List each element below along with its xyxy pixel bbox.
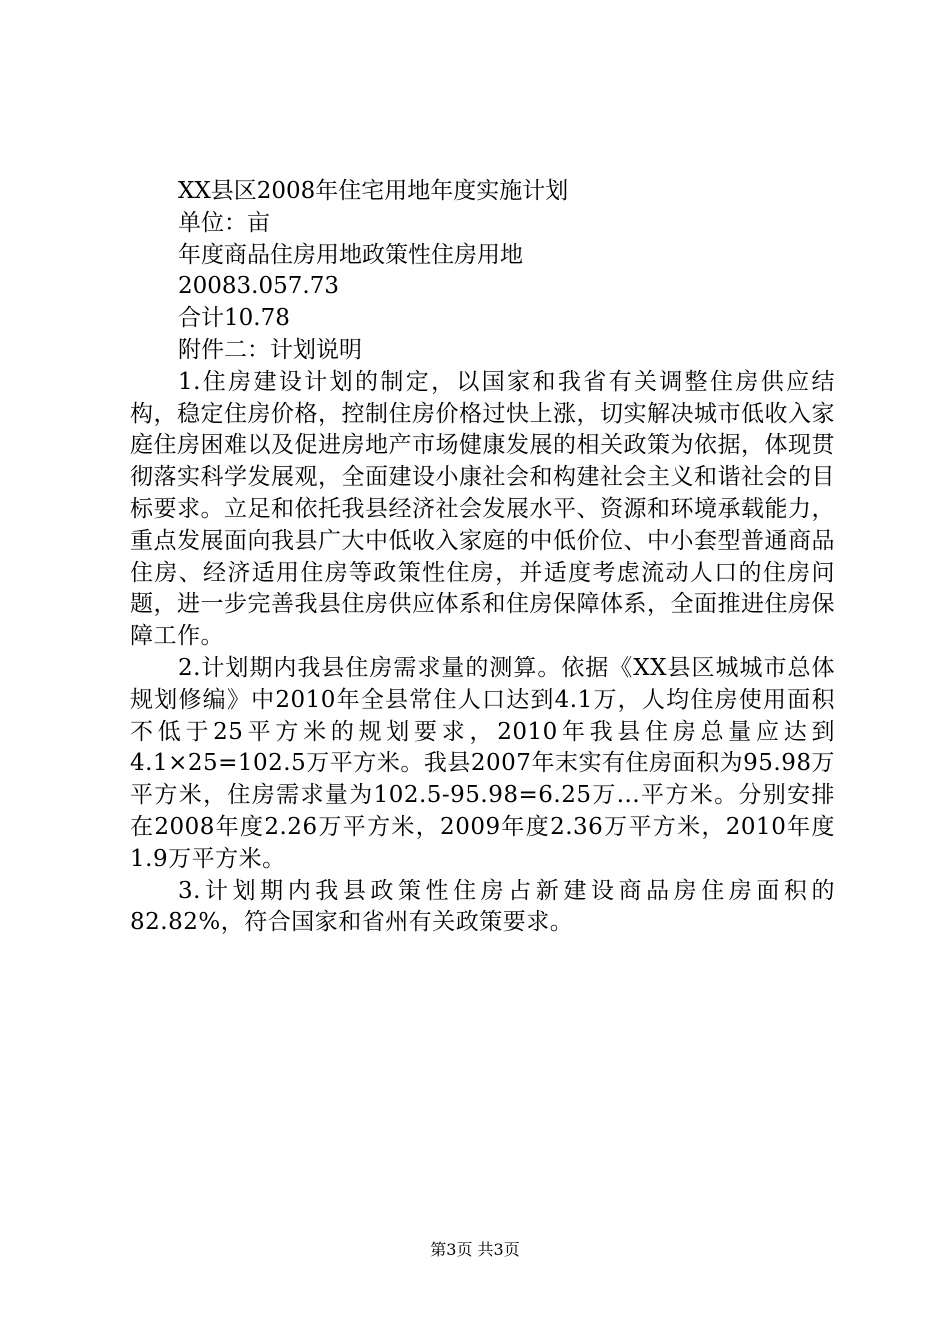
total-text: 合计10.78 — [178, 305, 290, 332]
table-row-text: 20083.057.73 — [178, 273, 339, 300]
document-body — [130, 176, 835, 939]
paragraph-2: 2.计划期内我县住房需求量的测算。依据《XX县区城城市总体规划修编》中2010年全县常住人口达到4.1万，人均住房使用面积不低于25平方米的规划要求，2010年我县住房总量应达到4.1×25=102.5万平方米。我县2007年末实有住房面积为95.98万平方米，住房需求量为102.5-95.98=6.25万...平方米。分别安排在2008年度2.26万平方米，2009年度2.36万平方米，2010年度1.9万平方米。 — [130, 654, 835, 872]
appendix-title: 附件二：计划说明 — [178, 336, 362, 363]
table-header-text: 年度商品住房用地政策性住房用地 — [178, 241, 523, 268]
page-footer: 第3页 共3页 — [430, 1240, 520, 1259]
paragraph-3: 3.计划期内我县政策性住房占新建设商品房住房面积的82.82%，符合国家和省州有关政策要求。 — [130, 877, 835, 936]
paragraph-1: 1.住房建设计划的制定，以国家和我省有关调整住房供应结构，稳定住房价格，控制住房价格过快上涨，切实解决城市低收入家庭住房困难以及促进房地产市场健康发展的相关政策为依据，体现贯彻落实科学发展观，全面建设小康社会和构建社会主义和谐社会的目标要求。立足和依托我县经济社会发展水平、资源和环境承载能力，重点发展面向我县广大中低收入家庭的中低价位、中小套型普通商品住房、经济适用住房等政策性住房，并适度考虑流动人口的住房问题，进一步完善我县住房供应体系和住房保障体系，全面推进住房保障工作。 — [130, 368, 835, 650]
document-title: XX县区2008年住宅用地年度实施计划 — [178, 178, 569, 204]
unit-label: 单位：亩 — [178, 209, 270, 236]
